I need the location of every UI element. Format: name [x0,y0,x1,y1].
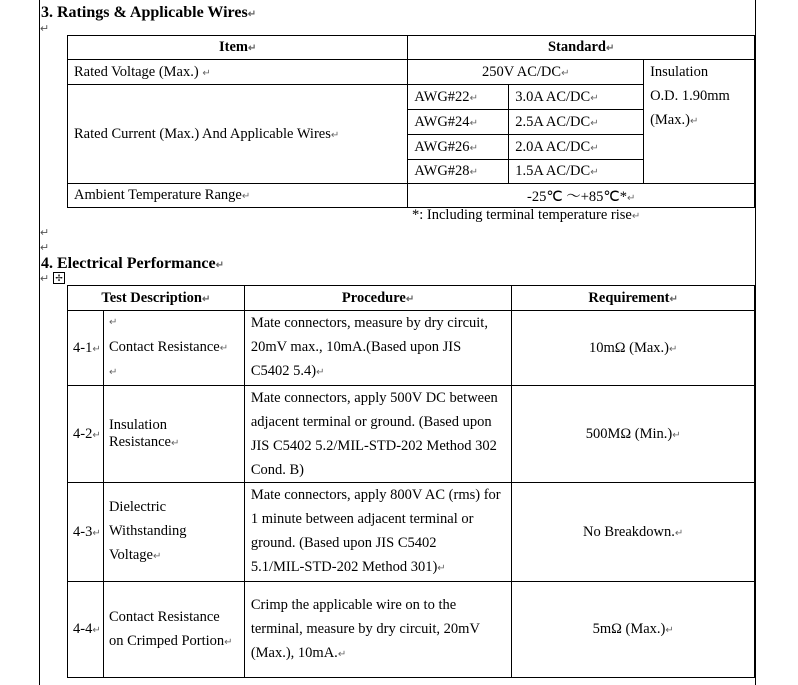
test-requirement: No Breakdown.↵ [512,483,755,582]
test-id: 4-3↵ [68,483,104,582]
awg-24: AWG#24↵ [408,110,509,135]
section-4-heading: 4. Electrical Performance↵ [41,255,224,272]
awg-22: AWG#22↵ [408,85,509,110]
page-margin-right-line [755,0,756,685]
ratings-table [67,35,755,208]
current-26: 2.0A AC/DC↵ [509,135,644,160]
insulation-spec: Insulation O.D. 1.90mm (Max.)↵ [644,60,755,184]
test-name: Dielectric Withstanding Voltage↵ [103,483,244,582]
test-name: Contact Resistance on Crimped Portion↵ [103,582,244,678]
header-item: Item↵ [68,36,408,60]
test-id: 4-4↵ [68,582,104,678]
test-requirement: 500MΩ (Min.)↵ [512,386,755,483]
test-requirement: 5mΩ (Max.)↵ [512,582,755,678]
test-id: 4-2↵ [68,386,104,483]
test-id: 4-1↵ [68,311,104,386]
test-name: Insulation Resistance↵ [103,386,244,483]
paragraph-mark: ↵ [40,242,50,254]
electrical-performance-table [67,285,755,678]
header-procedure: Procedure↵ [244,286,512,311]
section-3-heading: 3. Ratings & Applicable Wires↵ [41,4,257,21]
test-procedure: Mate connectors, measure by dry circuit, 20mV max., 10mA.(Based upon JIS C5402 5.4)↵ [244,311,512,386]
test-procedure: Mate connectors, apply 500V DC between adjacent terminal or ground. (Based upon JIS C5402 5.2/MIL-STD-202 Method 302 Cond. B) [244,386,512,483]
page-margin-left-line [39,0,40,685]
header-standard: Standard↵ [408,36,755,60]
paragraph-mark: ↵ [40,273,50,285]
header-requirement: Requirement↵ [512,286,755,311]
paragraph-mark: ↵ [40,227,50,239]
header-test-description: Test Description↵ [68,286,245,311]
test-procedure: Mate connectors, apply 800V AC (rms) for 1 minute between adjacent terminal or ground. (Based upon JIS C5402 5.1/MIL-STD-202 Method 301)↵ [244,483,512,582]
awg-26: AWG#26↵ [408,135,509,160]
temperature-note: *: Including terminal temperature rise↵ [412,207,641,223]
ambient-label: Ambient Temperature Range↵ [68,184,408,208]
table-move-handle[interactable]: ✢ [53,272,65,284]
test-requirement: 10mΩ (Max.)↵ [512,311,755,386]
rated-voltage-value: 250V AC/DC↵ [408,60,644,85]
paragraph-mark: ↵ [40,23,50,35]
current-22: 3.0A AC/DC↵ [509,85,644,110]
test-procedure: Crimp the applicable wire on to the terminal, measure by dry circuit, 20mV (Max.), 10mA.↵ [244,582,512,678]
rated-voltage-label: Rated Voltage (Max.) ↵ [68,60,408,85]
test-name: ↵ Contact Resistance↵ ↵ [103,311,244,386]
ambient-value: -25℃ ～+85℃*↵ [408,184,755,208]
current-24: 2.5A AC/DC↵ [509,110,644,135]
rated-current-label: Rated Current (Max.) And Applicable Wires↵ [68,85,408,184]
awg-28: AWG#28↵ [408,160,509,184]
current-28: 1.5A AC/DC↵ [509,160,644,184]
